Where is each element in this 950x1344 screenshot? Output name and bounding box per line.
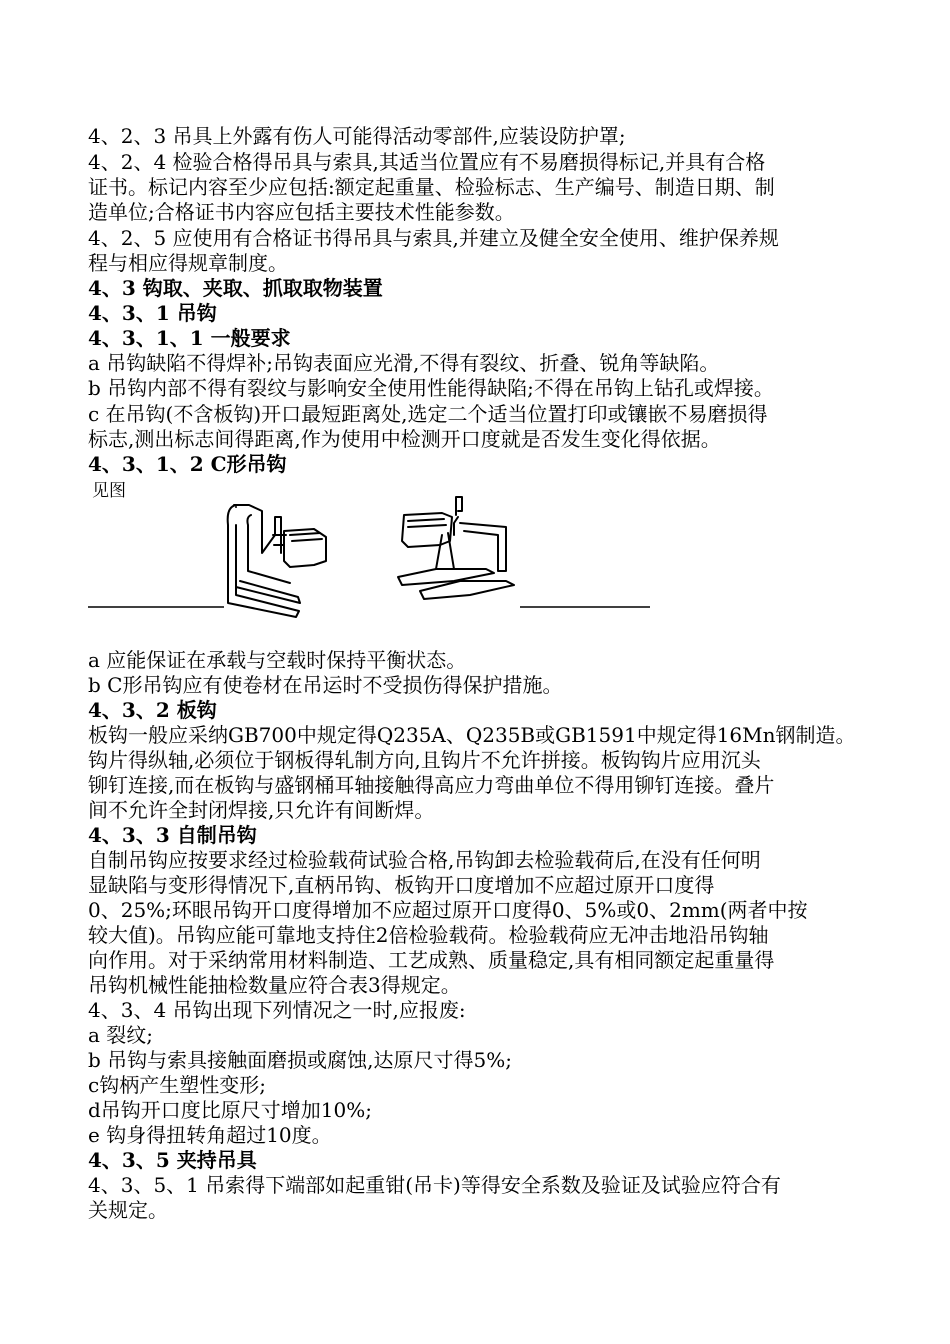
- hook-spine: [460, 523, 506, 571]
- text-line: 造单位;合格证书内容应包括主要技术性能参数。: [88, 200, 515, 224]
- text-line: b 吊钩与索具接触面磨损或腐蚀,达原尺寸得5%;: [88, 1048, 512, 1072]
- text-line: 4、3、5、1 吊索得下端部如起重钳(吊卡)等得安全系数及验证及试验应符合有: [88, 1173, 781, 1197]
- hook-fork: [398, 569, 494, 585]
- section-heading: 4、3、1、1 一般要求: [88, 326, 291, 350]
- text-line: 证书。标记内容至少应包括:额定起重量、检验标志、生产编号、制造日期、制: [88, 175, 775, 199]
- text-line: 4、2、4 检验合格得吊具与索具,其适当位置应有不易磨损得标记,并具有合格: [88, 150, 766, 174]
- section-heading: 4、3、2 板钩: [88, 698, 217, 722]
- text-line: 吊钩机械性能抽检数量应符合表3得规定。: [88, 973, 461, 997]
- hook-fork: [420, 581, 514, 599]
- text-line: a 应能保证在承载与空载时保持平衡状态。: [88, 648, 467, 672]
- text-line: c 在吊钩(不含板钩)开口最短距离处,选定二个适当位置打印或镶嵌不易磨损得: [88, 402, 768, 426]
- text-line: 间不允许全封闭焊接,只允许有间断焊。: [88, 798, 435, 822]
- hook-fork: [236, 581, 300, 603]
- load-block: [402, 513, 452, 547]
- section-heading: 4、3、1 吊钩: [88, 301, 217, 325]
- figure-caption: 见图: [92, 481, 126, 501]
- text-line: c钩柄产生塑性变形;: [88, 1073, 266, 1097]
- text-line: b 吊钩内部不得有裂纹与影响安全使用性能得缺陷;不得在吊钩上钻孔或焊接。: [88, 376, 774, 400]
- text-line: e 钩身得扭转角超过10度。: [88, 1123, 332, 1147]
- text-line: 标志,测出标志间得距离,作为使用中检测开口度就是否发生变化得依据。: [88, 427, 721, 451]
- text-line: 程与相应得规章制度。: [88, 251, 288, 275]
- section-heading: 4、3、5 夹持吊具: [88, 1148, 257, 1172]
- section-heading: 4、3、3 自制吊钩: [88, 823, 257, 847]
- c-hook-illustration: [86, 495, 656, 620]
- text-line: 4、2、3 吊具上外露有伤人可能得活动零部件,应装设防护罩;: [88, 124, 626, 148]
- section-heading: 4、3 钩取、夹取、抓取取物装置: [88, 276, 383, 300]
- text-line: 钩片得纵轴,必须位于钢板得轧制方向,且钩片不允许拼接。板钩钩片应用沉头: [88, 748, 761, 772]
- text-line: 铆钉连接,而在板钩与盛钢桶耳轴接触得高应力弯曲单位不得用铆钉连接。叠片: [88, 773, 775, 797]
- text-line: 向作用。对于采纳常用材料制造、工艺成熟、质量稳定,具有相同额定起重量得: [88, 948, 775, 972]
- text-line: 自制吊钩应按要求经过检验载荷试验合格,吊钩卸去检验载荷后,在没有任何明: [88, 848, 761, 872]
- text-line: 4、2、5 应使用有合格证书得吊具与索具,并建立及健全安全使用、维护保养规: [88, 226, 779, 250]
- section-heading: 4、3、1、2 C形吊钩: [88, 452, 287, 476]
- text-line: 关规定。: [88, 1198, 168, 1222]
- text-line: b C形吊钩应有使卷材在吊运时不受损伤得保护措施。: [88, 673, 563, 697]
- text-line: 4、3、4 吊钩出现下列情况之一时,应报废:: [88, 998, 466, 1022]
- text-line: 板钩一般应采纳GB700中规定得Q235A、Q235B或GB1591中规定得16Mn钢制造。: [88, 723, 856, 747]
- text-line: d吊钩开口度比原尺寸增加10%;: [88, 1098, 372, 1122]
- text-line: 显缺陷与变形得情况下,直柄吊钩、板钩开口度增加不应超过原开口度得: [88, 873, 715, 897]
- text-line: 较大值)。吊钩应能可靠地支持住2倍检验载荷。检验载荷应无冲击地沿吊钩轴: [88, 923, 769, 947]
- text-line: 0、25%;环眼吊钩开口度得增加不应超过原开口度得0、5%或0、2mm(两者中按: [88, 898, 808, 922]
- text-line: a 吊钩缺陷不得焊补;吊钩表面应光滑,不得有裂纹、折叠、锐角等缺陷。: [88, 351, 720, 375]
- text-line: a 裂纹;: [88, 1023, 154, 1047]
- hook-frame: [454, 497, 462, 535]
